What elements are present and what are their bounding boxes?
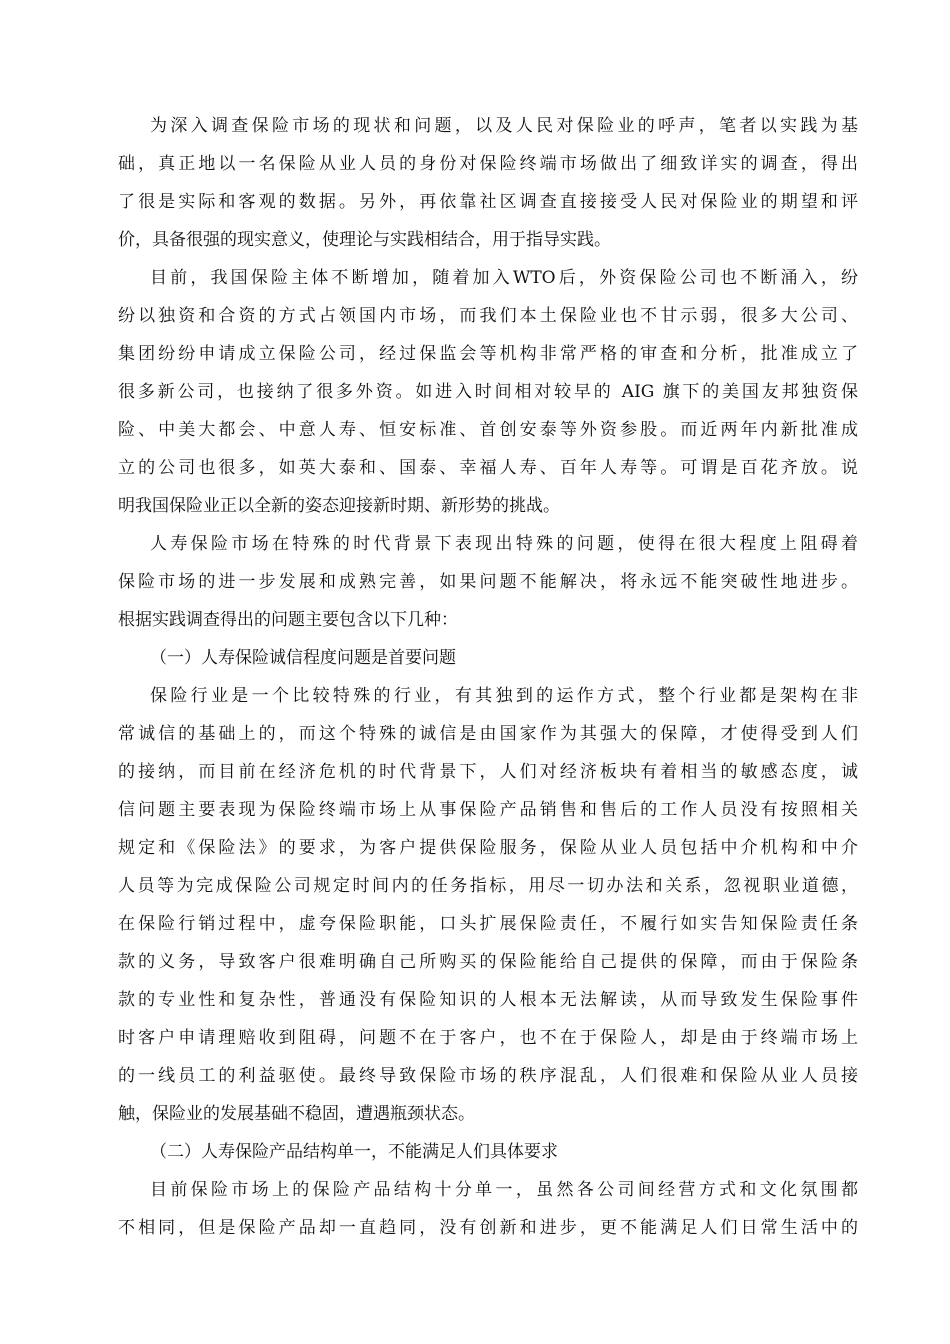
paragraph-4-line-4: 信问题主要表现为保险终端市场上从事保险产品销售和售后的工作人员没有按照相关 [118,800,858,820]
paragraph-1-line-1: 为深入调查保险市场的现状和问题，以及人民对保险业的呼声，笔者以实践为基 [150,116,858,136]
paragraph-4-line-11: 的一线员工的利益驱使。最终导致保险市场的秩序混乱，人们很难和保险从业人员接 [118,1066,858,1086]
paragraph-4-line-10: 时客户申请理赔收到阻碍，问题不在于客户，也不在于保险人，却是由于终端市场上 [118,1028,858,1048]
paragraph-4-line-8: 款的义务，导致客户很难明确自己所购买的保险能给自己提供的保障，而由于保险条 [118,952,858,972]
paragraph-3-line-2: 保险市场的进一步发展和成熟完善，如果问题不能解决，将永远不能突破性地进步。 [118,572,858,592]
paragraph-4-line-7: 在保险行销过程中，虚夸保险职能，口头扩展保险责任，不履行如实告知保险责任条 [118,914,858,934]
paragraph-2-line-1: 目前，我国保险主体不断增加，随着加入WTO后，外资保险公司也不断涌入，纷 [150,268,858,288]
paragraph-5-line-2: 不相同，但是保险产品却一直趋同，没有创新和进步，更不能满足人们日常生活中的 [118,1218,858,1238]
section-heading-2: （二）人寿保险产品结构单一，不能满足人们具体要求 [150,1142,558,1162]
paragraph-4-line-9: 款的专业性和复杂性，普通没有保险知识的人根本无法解读，从而导致发生保险事件 [118,990,858,1010]
paragraph-2-line-5: 险、中美大都会、中意人寿、恒安标准、首创安泰等外资参股。而近两年内新批准成 [118,420,858,440]
paragraph-1-line-4: 价，具备很强的现实意义，使理论与实践相结合，用于指导实践。 [118,230,611,250]
paragraph-3-line-1: 人寿保险市场在特殊的时代背景下表现出特殊的问题，使得在很大程度上阻碍着 [150,534,858,554]
paragraph-4-line-6: 人员等为完成保险公司规定时间内的任务指标，用尽一切办法和关系，忽视职业道德， [118,876,858,896]
paragraph-2-line-6: 立的公司也很多，如英大泰和、国泰、幸福人寿、百年人寿等。可谓是百花齐放。说 [118,458,858,478]
paragraph-2-line-3: 集团纷纷申请成立保险公司，经过保监会等机构非常严格的审查和分析，批准成立了 [118,344,858,364]
paragraph-4-line-3: 的接纳，而目前在经济危机的时代背景下，人们对经济板块有着相当的敏感态度，诚 [118,762,858,782]
paragraph-3-line-3: 根据实践调查得出的问题主要包含以下几种： [118,610,458,630]
paragraph-2-line-7: 明我国保险业正以全新的姿态迎接新时期、新形势的挑战。 [118,496,560,516]
paragraph-1-line-3: 了很是实际和客观的数据。另外，再依靠社区调查直接接受人民对保险业的期望和评 [118,192,858,212]
paragraph-1-line-2: 础，真正地以一名保险从业人员的身份对保险终端市场做出了细致详实的调查，得出 [118,154,858,174]
paragraph-4-line-1: 保险行业是一个比较特殊的行业，有其独到的运作方式，整个行业都是架构在非 [150,686,858,706]
paragraph-5-line-1: 目前保险市场上的保险产品结构十分单一，虽然各公司间经营方式和文化氛围都 [150,1180,858,1200]
paragraph-2-line-2: 纷以独资和合资的方式占领国内市场，而我们本土保险业也不甘示弱，很多大公司、 [118,306,858,326]
paragraph-4-line-2: 常诚信的基础上的，而这个特殊的诚信是由国家作为其强大的保障，才使得受到人们 [118,724,858,744]
paragraph-4-line-12: 触，保险业的发展基础不稳固，遭遇瓶颈状态。 [118,1104,475,1124]
paragraph-4-line-5: 规定和《保险法》的要求，为客户提供保险服务，保险从业人员包括中介机构和中介 [118,838,858,858]
section-heading-1: （一）人寿保险诚信程度问题是首要问题 [150,648,456,668]
paragraph-2-line-4: 很多新公司，也接纳了很多外资。如进入时间相对较早的 AIG 旗下的美国友邦独资保 [118,382,858,402]
